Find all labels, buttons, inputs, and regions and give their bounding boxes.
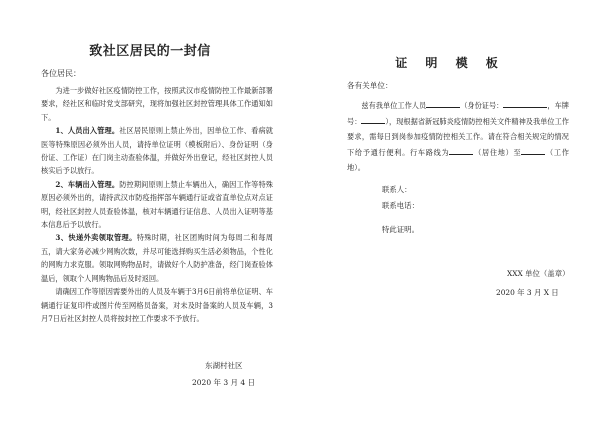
section-2-body: 防控期间原则上禁止车辆出入，确因工作等特殊原因必须外出的，请持武汉市防疫指挥部车辆通行证或省直单位点对点证明，经社区封控人员查验体温，核对车辆通行证信息、人员出入证明等基本信息后予以放行。 bbox=[41, 179, 273, 230]
cert-text-2: （身份证号： bbox=[460, 101, 504, 110]
cert-text-6: （工作地）。 bbox=[347, 147, 569, 172]
plate-number-blank bbox=[361, 115, 385, 124]
certificate-phone: 联系电话： bbox=[382, 201, 419, 210]
certificate-title: 证 明 模 板 bbox=[395, 56, 505, 70]
certificate-contact: 联系人： bbox=[382, 185, 412, 194]
cert-text-3: ，车牌号： bbox=[347, 101, 569, 126]
certificate-body bbox=[347, 98, 569, 176]
letter-date: 2020 年 3 月 4 日 bbox=[192, 378, 256, 387]
cert-text-1: 兹有我单位工作人员 bbox=[361, 101, 427, 110]
cert-text-4: ），现根据省新冠肺炎疫情防控相关文件精神及我单位工作要求，需每日到岗参加疫情防控相关工作。请在符合相关规定的情况下给予通行便利。行车路线为 bbox=[347, 116, 569, 157]
certificate-date: 2020 年 3 月 X 日 bbox=[496, 288, 559, 297]
letter-section-3 bbox=[41, 231, 273, 285]
letter-closing: 请确因工作等原因需要外出的人员及车辆于3月6日前将单位证明、车辆通行证复印件或图片传至网格员备案，对未及时备案的人员及车辆，3月7日后社区封控人员将按封控工作要求不予放行。 bbox=[41, 287, 273, 323]
id-number-blank bbox=[503, 99, 547, 108]
certificate-page bbox=[300, 0, 600, 423]
letter-section-1 bbox=[41, 124, 273, 178]
section-2-heading: 2、车辆出入管理。 bbox=[55, 179, 120, 189]
certificate-seal: XXX 单位（盖章） bbox=[507, 269, 570, 278]
cert-text-5: （居住地）至 bbox=[473, 147, 522, 157]
section-3-body: 特殊时期，社区团购时间为每周二和每周五，请大家务必减少网购次数，并尽可能选择购买生活必须物品，个性化的网购力求克服。领取网购物品时，请做好个人防护准备，经门岗查验体温后，领取个人网购物品后及时返回。 bbox=[41, 233, 273, 283]
letter-body bbox=[41, 84, 273, 325]
certificate-special-note: 特此证明。 bbox=[382, 225, 419, 234]
letter-salutation: 各位居民： bbox=[41, 69, 81, 78]
certificate-addressee: 各有关单位： bbox=[347, 81, 393, 90]
section-1-body: 社区居民原则上禁止外出，因单位工作、看病就医等特殊原因必须外出人员，请持单位证明（模板附后）、身份证明（身份证、工作证）在门岗主动查验体温，并做好外出登记，经社区封控人员核实后予以放行。 bbox=[41, 126, 273, 176]
route-to-blank bbox=[521, 146, 545, 155]
route-from-blank bbox=[449, 146, 473, 155]
section-1-heading: 1、人员出入管理。 bbox=[55, 126, 120, 136]
letter-title: 致社区居民的一封信 bbox=[89, 44, 211, 59]
letter-intro: 为进一步做好社区疫情防控工作，按照武汉市疫情防控工作最新部署要求，经社区和临时党支部研究，现将加强社区封控管理具体工作通知如下。 bbox=[41, 86, 273, 122]
letter-signature: 东湖村社区 bbox=[205, 361, 243, 370]
letter-section-2 bbox=[41, 178, 273, 232]
name-blank bbox=[426, 99, 460, 108]
section-3-heading: 3、快递外卖领取管理。 bbox=[55, 233, 137, 243]
